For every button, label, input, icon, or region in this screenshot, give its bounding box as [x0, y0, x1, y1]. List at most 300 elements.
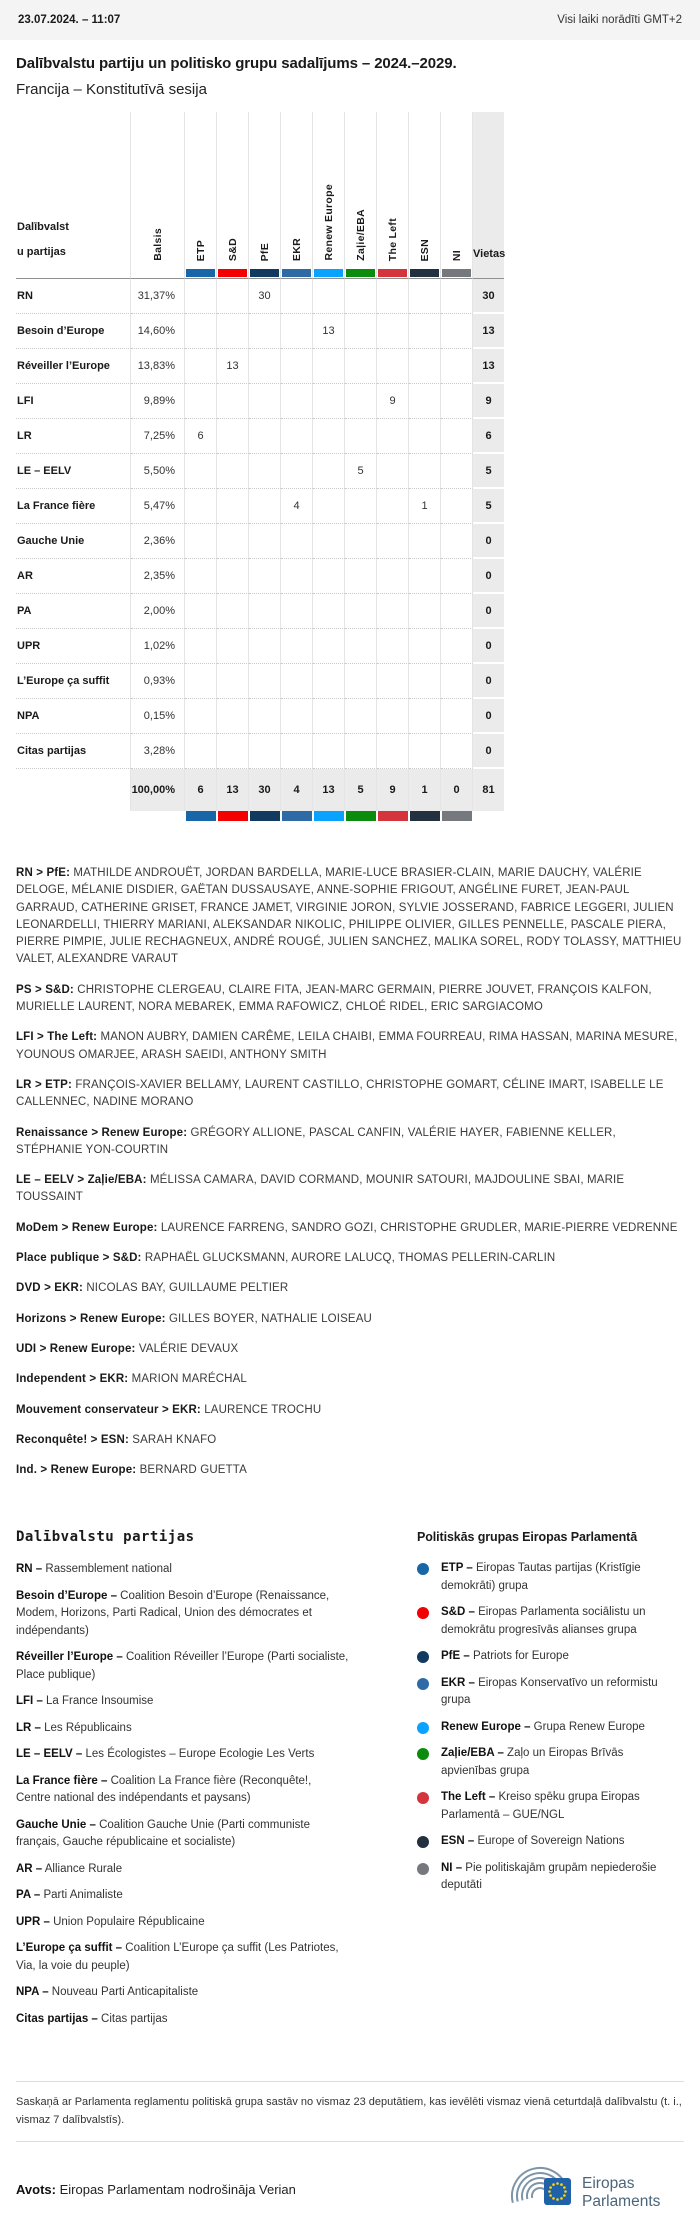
total-seat-count: 13 — [217, 769, 249, 811]
party-abbr: Réveiller l’Europe – — [16, 1651, 123, 1664]
group-color-bar — [217, 269, 249, 279]
seat-count — [185, 559, 217, 594]
seat-count — [217, 559, 249, 594]
seat-count — [185, 279, 217, 314]
seat-count — [249, 734, 281, 769]
seat-count — [249, 454, 281, 489]
total-seat-count: 9 — [377, 769, 409, 811]
national-party-legend-item: L’Europe ça suffit – Coalition L’Europe ça suffit (Les Patriotes, Via, la voie du peuple) — [16, 1942, 339, 1972]
header-bar-spacer — [473, 269, 504, 279]
seat-count — [345, 524, 377, 559]
party-to-group-label: LE – EELV > Zaļie/EBA: — [16, 1174, 147, 1187]
party-name: Réveiller l’Europe — [16, 349, 131, 384]
seat-count — [409, 314, 441, 349]
seat-count — [345, 734, 377, 769]
seat-count — [377, 594, 409, 629]
seat-count — [249, 314, 281, 349]
group-color-bar — [281, 269, 313, 279]
group-column-header — [313, 112, 345, 269]
party-name: PA — [16, 594, 131, 629]
seat-count — [409, 524, 441, 559]
seat-count — [441, 734, 473, 769]
party-abbr: AR – — [16, 1862, 43, 1875]
header-bar-spacer — [16, 269, 131, 279]
seat-count — [345, 629, 377, 664]
group-description: Zaļie/EBA – Zaļo un Eiropas Brīvās apvienības grupa — [441, 1747, 624, 1777]
seat-count — [185, 664, 217, 699]
seat-count — [441, 349, 473, 384]
group-color-bar-bottom — [185, 811, 217, 821]
seat-count: 5 — [345, 454, 377, 489]
member-list-item: DVD > EKR: NICOLAS BAY, GUILLAUME PELTIER — [16, 1282, 289, 1295]
seat-count — [281, 454, 313, 489]
group-color-bar-bottom — [313, 811, 345, 821]
seat-count: 13 — [217, 349, 249, 384]
group-column-header — [441, 112, 473, 269]
seat-count — [409, 734, 441, 769]
total-seat-count: 13 — [313, 769, 345, 811]
seat-count — [441, 524, 473, 559]
seat-count — [377, 349, 409, 384]
group-color-bar-bottom — [409, 811, 441, 821]
seat-count — [249, 629, 281, 664]
group-column-label: PfE — [258, 242, 271, 261]
group-color-bar-bottom — [377, 811, 409, 821]
group-abbr: NI – — [441, 1861, 463, 1874]
party-to-group-label: PS > S&D: — [16, 983, 74, 996]
group-color-dot-icon — [417, 1607, 429, 1619]
seat-count — [217, 699, 249, 734]
votes-percent: 13,83% — [131, 349, 185, 384]
seat-count — [217, 314, 249, 349]
member-list-item: Independent > EKR: MARION MARÉCHAL — [16, 1373, 247, 1386]
political-group-legend-item — [417, 1860, 672, 1895]
seat-count — [249, 594, 281, 629]
party-abbr: Citas partijas – — [16, 2012, 98, 2025]
member-list-item: Place publique > S&D: RAPHAËL GLUCKSMANN, AURORE LALUCQ, THOMAS PELLERIN-CARLIN — [16, 1252, 556, 1265]
header-bar-spacer — [131, 269, 185, 279]
group-color-bar-bottom — [441, 811, 473, 821]
member-list-item: Mouvement conservateur > EKR: LAURENCE TROCHU — [16, 1403, 322, 1416]
seat-count — [217, 594, 249, 629]
party-abbr: UPR – — [16, 1915, 50, 1928]
group-color-bar — [185, 269, 217, 279]
seat-count — [185, 699, 217, 734]
seat-count — [377, 559, 409, 594]
group-column-label: NI — [450, 249, 463, 261]
source-row — [16, 2160, 684, 2240]
seat-count: 1 — [409, 489, 441, 524]
total-seat-count: 1 — [409, 769, 441, 811]
group-color-dot-icon — [417, 1722, 429, 1734]
total-seat-count: 4 — [281, 769, 313, 811]
seats-column-label: Vietas — [473, 248, 506, 260]
seat-count — [409, 594, 441, 629]
votes-percent: 2,36% — [131, 524, 185, 559]
national-party-legend-item: RN – Rassemblement national — [16, 1563, 172, 1576]
political-group-legend-item — [417, 1648, 672, 1666]
seat-count: 6 — [185, 419, 217, 454]
votes-percent: 2,35% — [131, 559, 185, 594]
group-color-bar — [249, 269, 281, 279]
party-to-group-label: Horizons > Renew Europe: — [16, 1312, 166, 1325]
votes-percent: 14,60% — [131, 314, 185, 349]
source-text: Eiropas Parlamentam nodrošināja Verian — [59, 2181, 296, 2197]
seat-count — [377, 524, 409, 559]
party-name: Besoin d’Europe — [16, 314, 131, 349]
seat-count — [441, 489, 473, 524]
group-color-bar-bottom — [281, 811, 313, 821]
seat-count — [441, 699, 473, 734]
seats-column-header — [473, 112, 504, 269]
seats-total: 0 — [473, 664, 504, 699]
group-column-label: ESN — [418, 238, 431, 261]
seat-count — [217, 489, 249, 524]
seats-total: 13 — [473, 349, 504, 384]
seat-count — [217, 419, 249, 454]
seat-count: 9 — [377, 384, 409, 419]
national-party-legend-item: Gauche Unie – Coalition Gauche Unie (Parti communiste français, Gauche républicaine et socialiste) — [16, 1818, 311, 1849]
party-to-group-label: RN > PfE: — [16, 867, 71, 879]
seats-total: 13 — [473, 314, 504, 349]
source-credit — [16, 2182, 296, 2197]
group-column-label: Renew Europe — [322, 184, 335, 261]
group-column-label: The Left — [386, 217, 399, 261]
seat-count — [249, 524, 281, 559]
national-party-legend-item: LFI – La France Insoumise — [16, 1695, 154, 1708]
national-party-legend-item: LE – EELV – Les Écologistes – Europe Ecologie Les Verts — [16, 1748, 315, 1761]
seat-count — [281, 419, 313, 454]
votes-percent: 0,15% — [131, 699, 185, 734]
seat-count — [313, 489, 345, 524]
member-lists — [0, 865, 700, 1479]
seat-count — [281, 699, 313, 734]
group-color-bar-bottom — [249, 811, 281, 821]
political-group-legend-item — [417, 1833, 672, 1851]
seats-total: 0 — [473, 734, 504, 769]
party-to-group-label: MoDem > Renew Europe: — [16, 1221, 158, 1234]
top-info-bar — [0, 0, 700, 40]
seat-count — [281, 314, 313, 349]
seat-count — [281, 664, 313, 699]
political-group-legend-item — [417, 1604, 672, 1639]
group-column-label: EKR — [290, 237, 303, 261]
seats-total: 0 — [473, 524, 504, 559]
seat-count — [185, 489, 217, 524]
national-party-legend-item: UPR – Union Populaire Républicaine — [16, 1915, 205, 1928]
party-name: L’Europe ça suffit — [16, 664, 131, 699]
seat-count — [441, 454, 473, 489]
votes-percent: 7,25% — [131, 419, 185, 454]
group-column-header — [377, 112, 409, 269]
national-party-legend-item: NPA – Nouveau Parti Anticapitaliste — [16, 1986, 199, 1999]
party-name: Gauche Unie — [16, 524, 131, 559]
seat-count — [281, 734, 313, 769]
total-seat-count: 6 — [185, 769, 217, 811]
seats-total: 5 — [473, 489, 504, 524]
group-abbr: ETP – — [441, 1562, 473, 1575]
party-to-group-label: Renaissance > Renew Europe: — [16, 1126, 188, 1139]
votes-percent: 0,93% — [131, 664, 185, 699]
seat-count — [409, 454, 441, 489]
seats-total: 5 — [473, 454, 504, 489]
source-label: Avots: — [16, 2181, 56, 2197]
party-abbr: LE – EELV – — [16, 1748, 83, 1761]
party-abbr: RN – — [16, 1563, 43, 1576]
member-list-item: Reconquête! > ESN: SARAH KNAFO — [16, 1433, 217, 1446]
page-title: Dalībvalstu partiju un politisko grupu sadalījums – 2024.–2029. — [16, 55, 457, 72]
divider-top — [16, 2081, 684, 2082]
political-group-legend-item — [417, 1719, 672, 1737]
seat-count — [345, 489, 377, 524]
party-name: LR — [16, 419, 131, 454]
seat-count — [345, 384, 377, 419]
group-description: S&D – Eiropas Parlamenta sociālistu un demokrātu progresīvās alianses grupa — [441, 1606, 646, 1636]
seat-count — [249, 489, 281, 524]
seats-total: 30 — [473, 279, 504, 314]
group-color-dot-icon — [417, 1678, 429, 1690]
seat-count — [313, 629, 345, 664]
page-subtitle: Francija – Konstitutīvā sesija — [16, 81, 207, 98]
group-color-dot-icon — [417, 1863, 429, 1875]
seat-count — [313, 454, 345, 489]
seat-count — [409, 384, 441, 419]
party-to-group-label: Place publique > S&D: — [16, 1252, 142, 1265]
group-column-label: ETP — [194, 239, 207, 261]
group-column-header — [345, 112, 377, 269]
national-party-legend-item: LR – Les Républicains — [16, 1721, 132, 1734]
seat-count — [249, 699, 281, 734]
votes-percent: 9,89% — [131, 384, 185, 419]
european-parliament-logo — [506, 2160, 684, 2218]
seat-count — [217, 664, 249, 699]
total-seats: 81 — [473, 769, 504, 811]
seat-count — [185, 524, 217, 559]
group-abbr: EKR – — [441, 1676, 475, 1689]
party-to-group-label: LFI > The Left: — [16, 1031, 98, 1044]
group-column-header — [281, 112, 313, 269]
seat-count — [377, 734, 409, 769]
seat-count — [441, 664, 473, 699]
party-abbr: NPA – — [16, 1986, 49, 1999]
party-name: LE – EELV — [16, 454, 131, 489]
group-abbr: Zaļie/EBA – — [441, 1747, 504, 1760]
group-color-bar-bottom — [345, 811, 377, 821]
member-list-item: Horizons > Renew Europe: GILLES BOYER, NATHALIE LOISEAU — [16, 1312, 373, 1325]
timezone-note: Visi laiki norādīti GMT+2 — [557, 14, 682, 26]
seat-count — [377, 699, 409, 734]
votes-percent: 1,02% — [131, 629, 185, 664]
seat-count — [409, 279, 441, 314]
member-list-item: MoDem > Renew Europe: LAURENCE FARRENG, SANDRO GOZI, CHRISTOPHE GRUDLER, MARIE-PIERRE VEDRENNE — [16, 1221, 678, 1234]
seat-count — [281, 349, 313, 384]
seat-count — [185, 594, 217, 629]
bottom-bar-spacer — [16, 811, 185, 821]
member-list-item: Ind. > Renew Europe: BERNARD GUETTA — [16, 1464, 247, 1477]
party-to-group-label: Ind. > Renew Europe: — [16, 1464, 137, 1477]
national-party-legend-item: PA – Parti Animaliste — [16, 1889, 123, 1902]
party-name: La France fière — [16, 489, 131, 524]
total-seat-count: 0 — [441, 769, 473, 811]
party-name: Citas partijas — [16, 734, 131, 769]
group-abbr: PfE – — [441, 1650, 470, 1663]
seats-total: 0 — [473, 629, 504, 664]
political-group-legend-item — [417, 1675, 672, 1710]
member-list-item: UDI > Renew Europe: VALÉRIE DEVAUX — [16, 1342, 239, 1355]
seats-total: 0 — [473, 594, 504, 629]
seat-count — [281, 279, 313, 314]
seat-count — [441, 419, 473, 454]
group-color-dot-icon — [417, 1792, 429, 1804]
group-color-bar — [345, 269, 377, 279]
seat-count — [217, 384, 249, 419]
group-color-bar — [409, 269, 441, 279]
seat-count — [409, 559, 441, 594]
seat-count — [441, 559, 473, 594]
seat-count — [345, 664, 377, 699]
national-party-legend-item: La France fière – Coalition La France fière (Reconquête!, Centre national des indépendants et paysans) — [16, 1774, 312, 1805]
seat-count — [409, 419, 441, 454]
group-description: EKR – Eiropas Konservatīvo un reformistu grupa — [441, 1676, 658, 1707]
seat-count — [377, 489, 409, 524]
party-abbr: Besoin d’Europe – — [16, 1589, 117, 1602]
title-block — [0, 40, 700, 98]
group-description: PfE – Patriots for Europe — [441, 1650, 569, 1663]
votes-percent: 31,37% — [131, 279, 185, 314]
seat-count — [313, 349, 345, 384]
party-abbr: LFI – — [16, 1695, 43, 1708]
votes-column-header — [131, 112, 185, 269]
total-votes: 100,00% — [131, 769, 185, 811]
legend-right-heading: Politiskās grupas Eiropas Parlamentā — [417, 1530, 638, 1545]
table-corner-header — [16, 112, 131, 269]
seat-count — [313, 524, 345, 559]
seat-count — [313, 699, 345, 734]
votes-percent: 3,28% — [131, 734, 185, 769]
votes-column-label: Balsis — [151, 228, 164, 261]
seat-count — [377, 279, 409, 314]
group-color-bar — [313, 269, 345, 279]
group-color-bar — [441, 269, 473, 279]
seat-count: 30 — [249, 279, 281, 314]
group-abbr: Renew Europe – — [441, 1720, 531, 1733]
seat-count — [281, 384, 313, 419]
seat-count: 13 — [313, 314, 345, 349]
total-seat-count: 5 — [345, 769, 377, 811]
member-list-item: RN > PfE: MATHILDE ANDROUËT, JORDAN BARDELLA, MARIE-LUCE BRASIER-CLAIN, MARIE DAUCHY, VALÉRIE DELOGE, MÉLANIE DISDIER, GAËTAN DUSSAUSAYE, ANNE-SOPHIE FRIGOUT, ANGÉLINE FURET, JEAN-PAUL GARRAUD, CATHERINE GRISET, FRANCE JAMET, VIRGINIE JORON, SYLVIE JOSSERAND, FABRICE LEGGERI, JULIEN LEONARDELLI, THIERRY MARIANI, ALEKSANDAR NIKOLIC, PHILIPPE OLIVIER, GILLES PENNELLE, PASCALE PIERA, PIERRE PIMPIE, JULIE RECHAGNEUX, ANDRÉ ROUGÉ, JULIEN SANCHEZ, MALIKA SOREL, RODY TOLASSY, MATTHIEU VALET, ALEXANDRE VARAUT — [16, 867, 682, 966]
group-column-header — [409, 112, 441, 269]
seats-total: 9 — [473, 384, 504, 419]
seat-count — [441, 384, 473, 419]
footnote: Saskaņā ar Parlamenta reglamentu politiskā grupa sastāv no vismaz 23 deputātiem, kas ievēlēti vismaz vienā ceturtdaļā dalībvalstu (t. i., vismaz 7 dalībvalstīs). — [16, 2096, 682, 2126]
votes-percent: 5,50% — [131, 454, 185, 489]
seat-count — [313, 664, 345, 699]
seat-count — [345, 594, 377, 629]
seat-count — [217, 629, 249, 664]
logo-text-line2: Parlaments — [582, 2193, 661, 2211]
seat-count — [217, 524, 249, 559]
seat-count — [281, 524, 313, 559]
party-name: RN — [16, 279, 131, 314]
party-abbr: PA – — [16, 1889, 41, 1902]
seat-count — [345, 349, 377, 384]
seat-count — [313, 384, 345, 419]
seat-count — [249, 384, 281, 419]
total-row-label — [16, 769, 131, 811]
group-color-dot-icon — [417, 1651, 429, 1663]
legend-national-parties — [16, 1527, 349, 2037]
political-group-legend-item — [417, 1745, 672, 1780]
seat-count — [185, 454, 217, 489]
seat-count — [249, 559, 281, 594]
votes-percent: 2,00% — [131, 594, 185, 629]
group-description: NI – Pie politiskajām grupām nepiederošie deputāti — [441, 1861, 657, 1892]
seats-total: 0 — [473, 699, 504, 734]
seat-count — [313, 734, 345, 769]
group-column-header — [185, 112, 217, 269]
total-seat-count: 30 — [249, 769, 281, 811]
seat-count — [409, 699, 441, 734]
seat-count — [345, 279, 377, 314]
seat-count — [345, 559, 377, 594]
party-name: LFI — [16, 384, 131, 419]
seat-count — [281, 594, 313, 629]
group-color-dot-icon — [417, 1748, 429, 1760]
votes-percent: 5,47% — [131, 489, 185, 524]
group-description: ESN – Europe of Sovereign Nations — [441, 1835, 625, 1848]
legend-right-items — [417, 1560, 672, 1895]
seat-count — [281, 629, 313, 664]
seat-count — [249, 664, 281, 699]
member-list-item: PS > S&D: CHRISTOPHE CLERGEAU, CLAIRE FITA, JEAN-MARC GERMAIN, PIERRE JOUVET, FRANÇOIS KALFON, MURIELLE LAURENT, NORA MEBAREK, EMMA RAFOWICZ, CHLOÉ RIDEL, ERIC SARGIACOMO — [16, 983, 652, 1014]
seat-count — [217, 454, 249, 489]
seat-count — [441, 279, 473, 314]
party-to-group-label: Independent > EKR: — [16, 1373, 129, 1386]
party-abbr: La France fière – — [16, 1774, 108, 1787]
group-column-label: S&D — [226, 237, 239, 261]
seat-count — [377, 664, 409, 699]
seat-count — [217, 734, 249, 769]
group-color-dot-icon — [417, 1563, 429, 1575]
seat-count: 4 — [281, 489, 313, 524]
member-list-item: LFI > The Left: MANON AUBRY, DAMIEN CARÊME, LEILA CHAIBI, EMMA FOURREAU, RIMA HASSAN, MARINA MESURE, YOUNOUS OMARJEE, ARASH SAEIDI, ANTHONY SMITH — [16, 1031, 678, 1061]
party-abbr: LR – — [16, 1721, 41, 1734]
legend-section — [0, 1527, 700, 2037]
seat-count — [313, 559, 345, 594]
national-party-legend-item: Besoin d’Europe – Coalition Besoin d’Europe (Renaissance, Modem, Horizons, Parti Radical, Union des démocrates et indépendants) — [16, 1589, 330, 1637]
seat-count — [313, 419, 345, 454]
party-name: NPA — [16, 699, 131, 734]
seat-count — [185, 314, 217, 349]
seat-count — [441, 314, 473, 349]
group-color-dot-icon — [417, 1836, 429, 1848]
seat-count — [345, 314, 377, 349]
seats-total: 6 — [473, 419, 504, 454]
bottom-bar-spacer — [473, 811, 504, 821]
footer — [0, 2081, 700, 2240]
seat-count — [441, 629, 473, 664]
seat-count — [377, 629, 409, 664]
group-abbr: ESN – — [441, 1835, 475, 1848]
party-abbr: Gauche Unie – — [16, 1818, 96, 1831]
seat-count — [441, 594, 473, 629]
seat-count — [377, 314, 409, 349]
group-abbr: S&D – — [441, 1606, 475, 1619]
seat-count — [377, 454, 409, 489]
seat-count — [313, 594, 345, 629]
seat-count — [217, 279, 249, 314]
political-group-legend-item — [417, 1789, 672, 1824]
